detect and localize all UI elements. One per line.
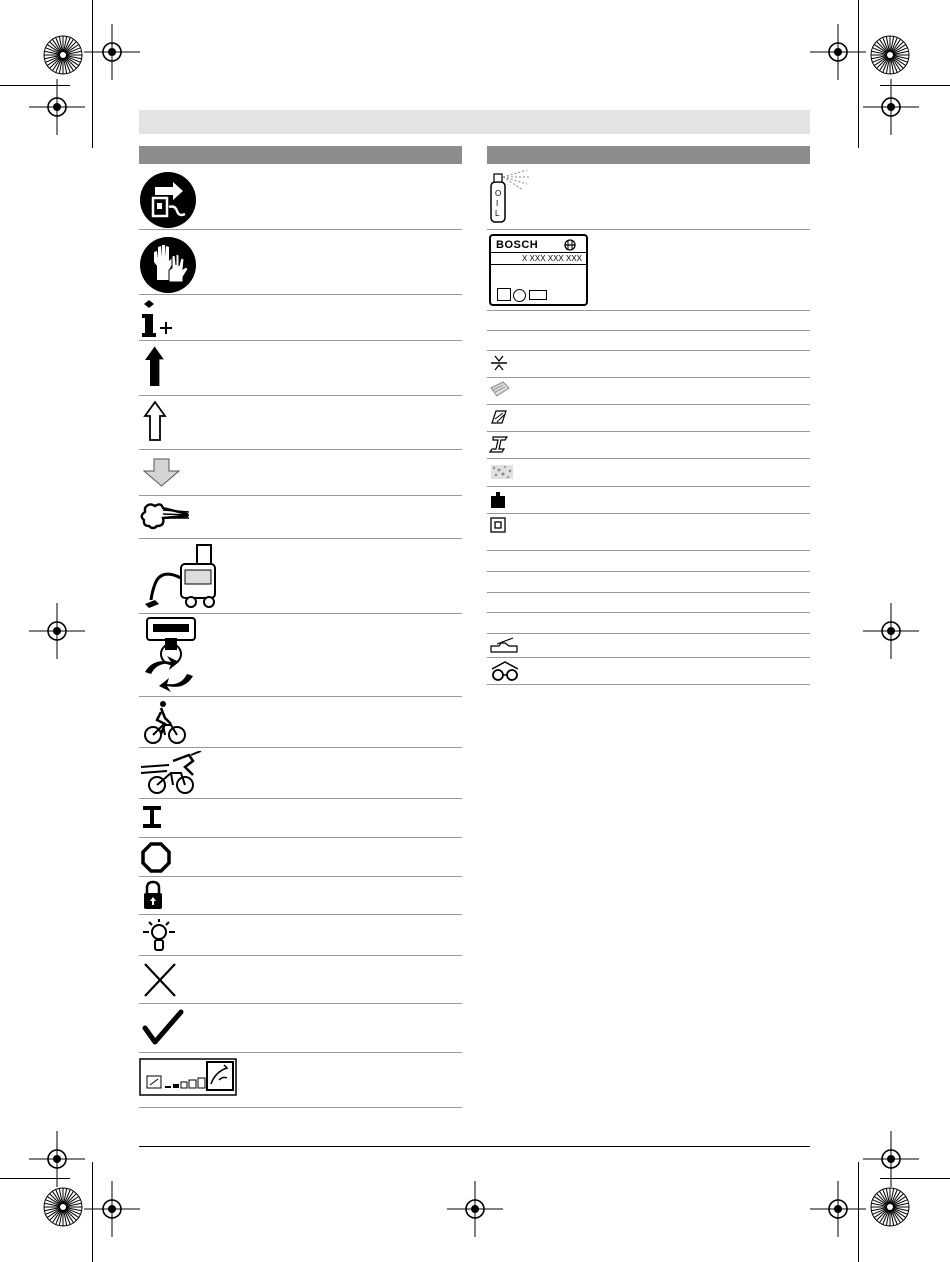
page-bottom-rule xyxy=(139,1146,810,1147)
i-beam-icon xyxy=(139,802,169,834)
vacuum-cleaner-icon xyxy=(139,542,233,612)
size-scale-icon xyxy=(139,1058,239,1098)
dust-extraction-icon xyxy=(139,616,199,694)
octagon-nut-icon xyxy=(139,841,175,875)
nameplate-brand: BOSCH xyxy=(496,239,539,251)
fast-cyclist-icon xyxy=(139,751,205,797)
stone-icon xyxy=(489,461,515,483)
padlock-icon xyxy=(139,879,169,913)
filled-up-arrow-icon xyxy=(139,344,179,390)
outline-up-arrow-icon xyxy=(139,398,179,444)
svg-text:O: O xyxy=(495,189,502,198)
page-header-band xyxy=(139,110,810,134)
cut-symbol-icon xyxy=(489,353,509,373)
weight-icon xyxy=(489,490,509,510)
unplug-before-work-icon xyxy=(139,171,197,229)
oil-spray-icon xyxy=(487,168,535,226)
bosch-armature-logo xyxy=(564,239,576,251)
wood-icon xyxy=(489,380,511,400)
goggles-icon xyxy=(489,660,521,682)
additional-info-icon xyxy=(139,298,179,340)
right-column-header xyxy=(487,146,810,164)
cyclist-icon xyxy=(139,700,189,746)
nameplate-serial: X XXX XXX XXX xyxy=(521,254,582,263)
down-arrow-icon xyxy=(139,453,189,493)
left-column-header xyxy=(139,146,462,164)
protection-class-icon xyxy=(489,516,509,536)
dust-blow-icon xyxy=(139,498,195,536)
wear-gloves-icon xyxy=(139,236,197,294)
metal-icon xyxy=(489,407,511,427)
check-mark-icon xyxy=(139,1008,187,1048)
steel-profile-icon xyxy=(489,434,511,454)
svg-text:I: I xyxy=(496,199,499,208)
nameplate-icon xyxy=(489,234,588,306)
cutting-tool-icon xyxy=(489,636,521,656)
svg-text:L: L xyxy=(495,209,500,218)
cross-mark-icon xyxy=(139,960,179,1000)
light-bulb-icon xyxy=(139,918,183,954)
